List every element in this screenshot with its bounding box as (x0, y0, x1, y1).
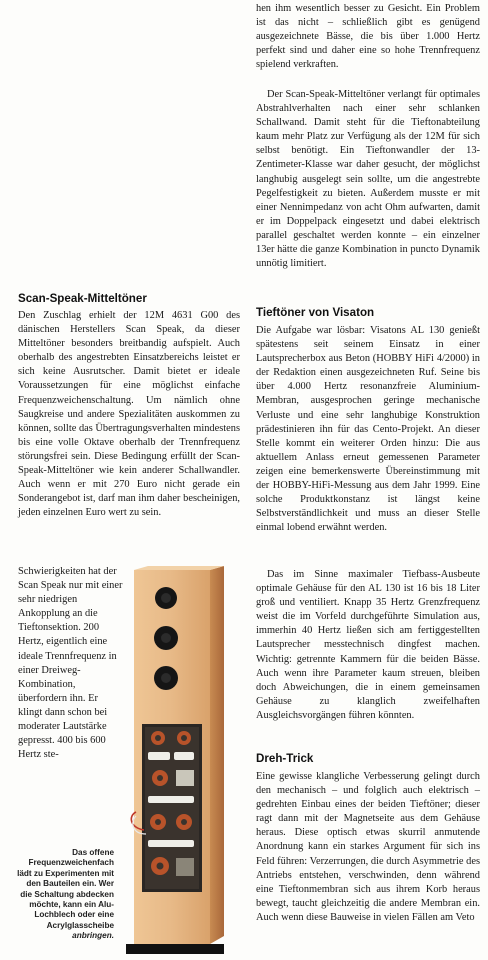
capacitor (148, 840, 194, 847)
section-heading-scan-speak: Scan-Speak-Mitteltöner (18, 292, 147, 305)
body-paragraph: hen ihm wesentlich besser zu Gesicht. Ein Problem ist das nicht – schließlich gibt es genügend ausgezeichnete Bässe, die bis über 1.000 Hertz perfekt sind und daher eine so hohe Trennfrequenz spielend verkraften. (256, 3, 480, 71)
capacitor (174, 752, 194, 760)
body-paragraph: Die Aufgabe war lösbar: Visatons AL 130 genießt spätestens seit seinem Einsatz in einer Lautsprecherbox aus Beton (HOBBY HiFi 4/2000) in der Redaktion einen ausgezeichneten Ruf. Seine bis über 4.000 Hertz resonanzfreie Aluminium-Membran, ausgesprochen geringe mechanische Verluste und eine sehr langhubige Konstruktion prädestinieren ihn für das Cento-Projekt. An dieser Stelle kommt ein weiterer Orden hinzu: Die aus aktuellem Anlass erneut gemessenen Parameter zeigen eine bemerkenswerte Übereinstimmung mit der HOBBY-HiFi-Messung aus dem Jahr 1999. Eine solche Produktkonstanz ist längst keine Selbstverständlichkeit und muss an dieser Stelle einmal lobend erwähnt werden. (256, 325, 480, 534)
caption-text: Das offene Frequenzweichenfach lädt zu Experimenten mit den Bauteilen ein. Wer die Schaltung abdecken möchte, kann ein Alu-Lochblech oder eine Acrylglasscheibe (17, 848, 114, 930)
body-paragraph: Den Zuschlag erhielt der 12M 4631 G00 des dänischen Herstellers Scan Speak, da dieser Mitteltöner besonders breitbandig aufspielt. Auch oberhalb des angestrebten Einsatzbereichs leistet er sich keine Ausrutscher. Damit bietet er ideale Voraussetzungen für eine möglichst einfache Frequenzweichenschaltung. Um nämlich ohne Saugkreise und andere Spezialitäten auskommen zu können, sollte das Übertragungsverhalten mindestens bis eine volle Oktave oberhalb der Trennfrequenz störungsfrei sein. Diese Bedingung erfüllt der Scan-Speak-Mitteltöner wie kein anderer Schallwandler. Auch wenn er mit 270 Euro nicht gerade ein Sonderangebot ist, darf man ihm daher bescheinigen, jeden einzelnen Euro wert zu sein. (18, 310, 240, 519)
cabinet-plinth (126, 944, 224, 954)
capacitor (148, 752, 170, 760)
photo-caption (14, 848, 114, 942)
caption-text-end: anbringen. (72, 931, 114, 941)
body-paragraph: Eine gewisse klangliche Verbesserung gelingt durch den mechanisch – und folglich auch elektrisch – gedrehten Einbau eines der beiden Tieftöner; dieser ragt dann mit der Magnetseite aus dem Gehäuse heraus. Diese optisch etwas skurril anmutende Anordnung kann ein starkes Argument für sich ins Feld führen: Verzerrungen, die durch Asymmetrie des Antriebs entstehen, verschwinden, denn während eine Tieftonmembran sich aus ihrem Korb heraus bewegt, taucht gleichzeitig die andere Membran ein. Auch wenn diese Bauweise in vielen Fällen am Veto (256, 771, 480, 923)
body-paragraph: Schwierigkeiten hat der Scan Speak nur mit einer sehr niedrigen Ankopplung an die Tieftonsektion. 200 Hertz, eigentlich eine ideale Trennfrequenz in einer Dreiweg-Kombination, überfordern ihn. Er klingt dann schon bei moderater Lautstärke gepresst. 400 bis 600 Hertz ste- (18, 566, 123, 761)
cabinet-top (134, 566, 224, 570)
section-heading-dreh-trick: Dreh-Trick (256, 752, 314, 765)
body-paragraph: Das im Sinne maximaler Tiefbass-Ausbeute optimale Gehäuse für den AL 130 ist 16 bis 18 Liter groß und ventiliert. Knapp 35 Hertz Grenzfrequenz weist die im Vorfeld durchgeführte Simulation aus, immerhin 40 Hertz ließen sich am fertiggestellten Lautsprecher messtechnisch dingfest machen. Wichtig: getrennte Kammern für die beiden Bässe. Auch wenn ihre Parameter kaum streuen, bleiben doch Abweichungen, die in einem gemeinsamen Gehäuse zu klanglich zweifelhaften Ausgleichsvorgängen führen könnten. (256, 569, 480, 721)
section-heading-visaton: Tieftöner von Visaton (256, 306, 375, 319)
cabinet-side (210, 566, 224, 944)
capacitor (148, 796, 194, 803)
body-paragraph: Der Scan-Speak-Mitteltöner verlangt für optimales Abstrahlverhalten nach einer sehr schlanken Schallwand. Damit steht für die Tieftonabteilung kaum mehr Platz zur Verfügung als der 12M für sich selbst benötigt. Ein Tieftonwandler der 13-Zentimeter-Klasse war daher gesucht, der möglichst langhubig ausgelegt sein sollte, um die angestrebte Pegelfestigkeit zu bieten. Außerdem musste er mit einer Nennimpedanz von acht Ohm aufwarten, damit er im Doppelpack eingesetzt und dabei elektrisch parallel geschaltet werden konnte – ein einzelner 13er hätte die ganze Kombination in puncto Dynamik unnötig limitiert. (256, 89, 480, 270)
speaker-photo (126, 566, 230, 954)
